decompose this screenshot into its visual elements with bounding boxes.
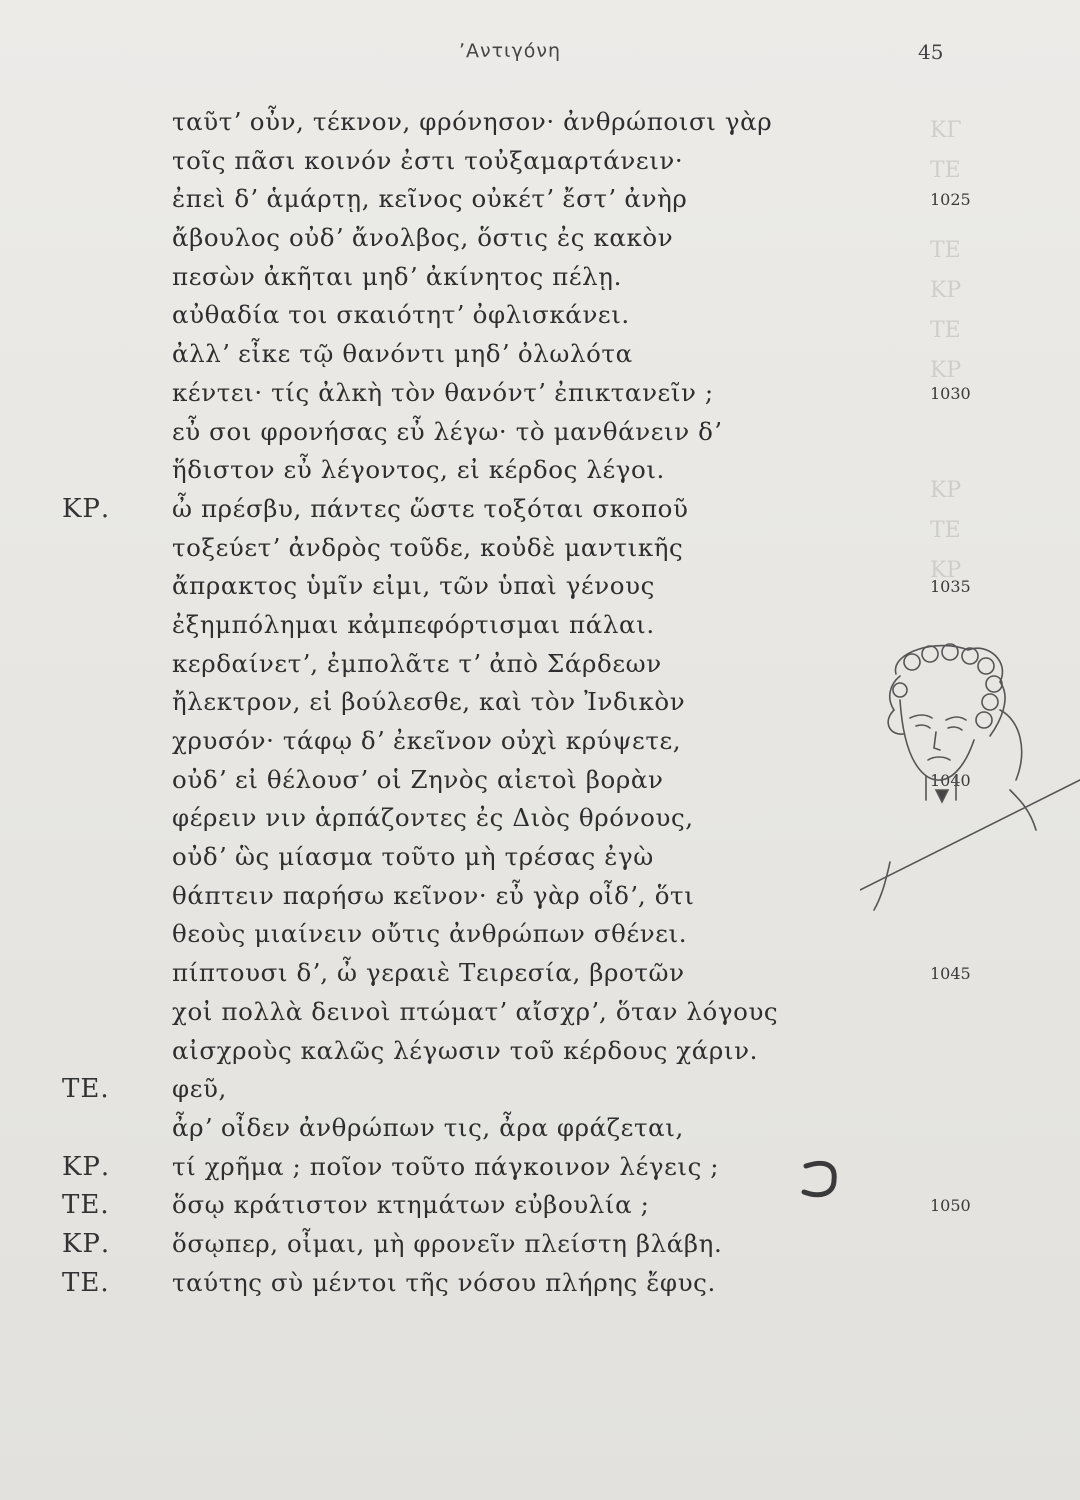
line-number: 1030 [930, 383, 971, 403]
verse-text: πίπτουσι δʼ, ὦ γεραιὲ Τειρεσία, βροτῶν [172, 958, 685, 988]
line-number: 1040 [930, 770, 971, 790]
show-through-mark: ΤΕ [930, 158, 961, 183]
verse-line [0, 1148, 1080, 1187]
verse-line [0, 219, 1080, 258]
verse-text: οὐδʼ εἰ θέλουσʼ οἱ Ζηνὸς αἰετοὶ βορὰν [172, 764, 664, 794]
verse-text: ταύτης σὺ μέντοι τῆς νόσου πλήρης ἔφυς. [172, 1267, 716, 1297]
verse-line [0, 993, 1080, 1032]
verse-text: ἐξημπόλημαι κἀμπεφόρτισμαι πάλαι. [172, 609, 655, 639]
verse-text: τοῖς πᾶσι κοινόν ἐστι τοὐξαμαρτάνειν· [172, 145, 684, 175]
verse-line [0, 296, 1080, 335]
verse-text: εὖ σοι φρονήσας εὖ λέγω· τὸ μανθάνειν δʼ [172, 416, 722, 446]
pencil-bracket-mark [800, 1158, 844, 1202]
verse-line [0, 1264, 1080, 1303]
verse-text: ἆρʼ οἶδεν ἀνθρώπων τις, ἆρα φράζεται, [172, 1112, 684, 1142]
show-through-mark: ΤΕ [930, 238, 961, 263]
verse-line [0, 103, 1080, 142]
verse-text: τί χρῆμα ; ποῖον τοῦτο πάγκοινον λέγεις ; [172, 1151, 720, 1181]
verse-text: ἄπρακτος ὑμῖν εἰμι, τῶν ὑπαὶ γένους [172, 571, 655, 601]
verse-line [0, 915, 1080, 954]
verse-line [0, 142, 1080, 181]
verse-text: αἰσχροὺς καλῶς λέγωσιν τοῦ κέρδους χάριν. [172, 1035, 758, 1065]
verse-text: κερδαίνετʼ, ἐμπολᾶτε τʼ ἀπὸ Σάρδεων [172, 648, 662, 678]
verse-text: ἥδιστον εὖ λέγοντος, εἰ κέρδος λέγοι. [172, 455, 665, 485]
verse-line [0, 374, 1080, 413]
verse-line [0, 567, 1080, 606]
show-through-mark: ΚΡ [930, 278, 962, 303]
verse-line [0, 606, 1080, 645]
verse-text: κέντει· τίς ἀλκὴ τὸν θανόντʼ ἐπικτανεῖν ; [172, 377, 714, 407]
line-number: 1035 [930, 577, 971, 597]
verse-line [0, 451, 1080, 490]
speaker-label: ΚΡ. [62, 1151, 111, 1182]
verse-text: ὦ πρέσβυ, πάντες ὥστε τοξόται σκοποῦ [172, 493, 689, 523]
verse-line [0, 529, 1080, 568]
show-through-mark: ΚΡ [930, 558, 962, 583]
running-head: ʼΑντιγόνη [458, 40, 562, 62]
verse-text: οὐδʼ ὣς μίασμα τοῦτο μὴ τρέσας ἐγὼ [172, 842, 654, 872]
verse-text: θάπτειν παρήσω κεῖνον· εὖ γὰρ οἶδʼ, ὅτι [172, 880, 695, 910]
verse-text: ἐπεὶ δʼ ἁμάρτῃ, κεῖνος οὐκέτʼ ἔστʼ ἀνὴρ [172, 184, 688, 214]
line-number: 1045 [930, 964, 971, 984]
verse-line [0, 258, 1080, 297]
verse-line [0, 413, 1080, 452]
verse-text: θεοὺς μιαίνειν οὔτις ἀνθρώπων σθένει. [172, 919, 688, 949]
show-through-mark: ΚΡ [930, 358, 962, 383]
verse-line [0, 1070, 1080, 1109]
line-number: 1025 [930, 190, 971, 210]
verse-line [0, 954, 1080, 993]
verse-text: ὅσῳ κράτιστον κτημάτων εὐβουλία ; [172, 1190, 650, 1220]
verse-line [0, 1225, 1080, 1264]
verse-line [0, 490, 1080, 529]
line-number: 1050 [930, 1196, 971, 1216]
verse-text: ἀλλʼ εἶκε τῷ θανόντι μηδʼ ὀλωλότα [172, 339, 633, 369]
speaker-label: ΤΕ. [62, 1074, 110, 1105]
verse-line [0, 180, 1080, 219]
verse-text: ὅσῳπερ, οἶμαι, μὴ φρονεῖν πλείστη βλάβη. [172, 1228, 723, 1258]
sketch-portrait-icon [860, 640, 1080, 920]
show-through-mark: ΚΡ [930, 478, 962, 503]
verse-text: ταῦτʼ οὖν, τέκνον, φρόνησον· ἀνθρώποισι γὰρ [172, 107, 773, 136]
verse-text: ἄβουλος οὐδʼ ἄνολβος, ὅστις ἐς κακὸν [172, 223, 674, 253]
show-through-mark: ΚΓ [930, 118, 962, 143]
speaker-label: ΤΕ. [62, 1190, 110, 1221]
show-through-mark: ΤΕ [930, 518, 961, 543]
page-number: 45 [918, 40, 944, 64]
verse-line [0, 1186, 1080, 1225]
verse-text: ἤλεκτρον, εἰ βούλεσθε, καὶ τὸν Ἰνδικὸν [172, 687, 686, 717]
verse-line [0, 1109, 1080, 1148]
verse-text: φεῦ, [172, 1074, 227, 1104]
verse-text: χρυσόν· τάφῳ δʼ ἐκεῖνον οὐχὶ κρύψετε, [172, 726, 682, 755]
show-through-mark: ΤΕ [930, 318, 961, 343]
verse-line [0, 1032, 1080, 1071]
verse-text: αὐθαδία τοι σκαιότητʼ ὀφλισκάνει. [172, 300, 630, 330]
verse-text: χοἰ πολλὰ δεινοὶ πτώματʼ αἴσχρʼ, ὅταν λόγους [172, 996, 779, 1026]
verse-text: πεσὼν ἀκῆται μηδʼ ἀκίνητος πέλῃ. [172, 261, 622, 291]
verse-text: φέρειν νιν ἁρπάζοντες ἐς Διὸς θρόνους, [172, 803, 694, 833]
speaker-label: ΤΕ. [62, 1267, 110, 1298]
speaker-label: ΚΡ. [62, 493, 111, 524]
verse-text: τοξεύετʼ ἀνδρὸς τοῦδε, κοὐδὲ μαντικῆς [172, 532, 684, 562]
verse-line [0, 335, 1080, 374]
speaker-label: ΚΡ. [62, 1228, 111, 1259]
